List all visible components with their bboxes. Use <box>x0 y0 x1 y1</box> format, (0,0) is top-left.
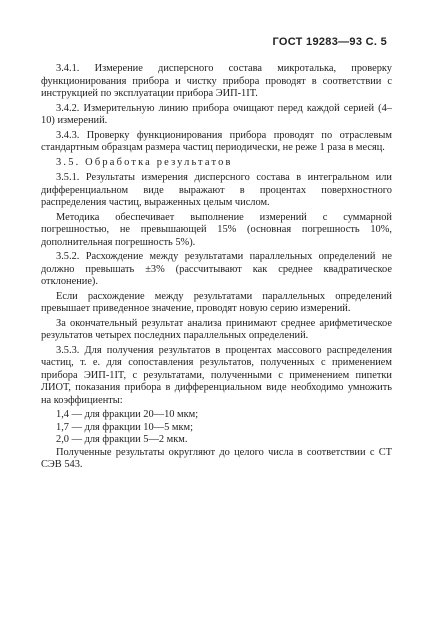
paragraph-method-accuracy: Методика обеспечивает выполнение измерений с суммарной погрешностью, не превышающей 15% (основная погрешность 10%, дополнительная погрешность 5%). <box>41 211 392 248</box>
coefficient-line-3: 2,0 — для фракции 5—2 мкм. <box>56 434 188 445</box>
paragraph-3-5-2: 3.5.2. Расхождение между результатами параллельных определений не должно превышать ±3% (рассчитывают как среднее квадратическое отклонение). <box>41 251 392 287</box>
document-body <box>41 63 392 474</box>
page-header: ГОСТ 19283—93 С. 5 <box>272 36 387 48</box>
paragraph-3-4-3: 3.4.3. Проверку функционирования прибора проводят по отраслевым стандартным образцам размера частиц периодически, не реже 1 раза в месяц. <box>41 129 392 153</box>
paragraph-3-5-3: 3.5.3. Для получения результатов в процентах массового распределения частиц, т. е. для сопоставления результатов, полученных с применением прибора ЭИП-1IT, с результатами, полученными с применением пипетки ЛИОТ, показания прибора в дифференциальном виде необходимо умножить на коэффициенты: <box>41 344 392 406</box>
section-heading-3-5: 3.5. Обработка результатов <box>56 156 233 168</box>
paragraph-3-4-2: 3.4.2. Измерительную линию прибора очищают перед каждой серией (4–10) измерений. <box>41 102 392 126</box>
paragraph-rounding: Полученные результаты округляют до целого числа в соответствии с СТ СЭВ 543. <box>41 446 392 470</box>
paragraph-3-4-1: 3.4.1. Измерение дисперсного состава микроталька, проверку функционирования прибора и чистку прибора проводят в соответствии с инструкцией по эксплуатации прибора ЭИП-1IT. <box>41 63 392 99</box>
paragraph-discrepancy: Если расхождение между результатами параллельных определений превышает приведенное значение, проводят новую серию измерений. <box>41 290 392 314</box>
paragraph-final-result: За окончательный результат анализа принимают среднее арифметическое результатов четырех последних параллельных определений. <box>41 317 392 341</box>
coefficient-line-1: 1,4 — для фракции 20—10 мкм; <box>56 409 199 420</box>
coefficient-line-2: 1,7 — для фракции 10—5 мкм; <box>56 421 193 433</box>
paragraph-3-5-1: 3.5.1. Результаты измерения дисперсного состава в интегральном или дифференциальном виде выражают в процентах поверхностного распределения частиц, выраженных целым числом. <box>41 172 392 208</box>
